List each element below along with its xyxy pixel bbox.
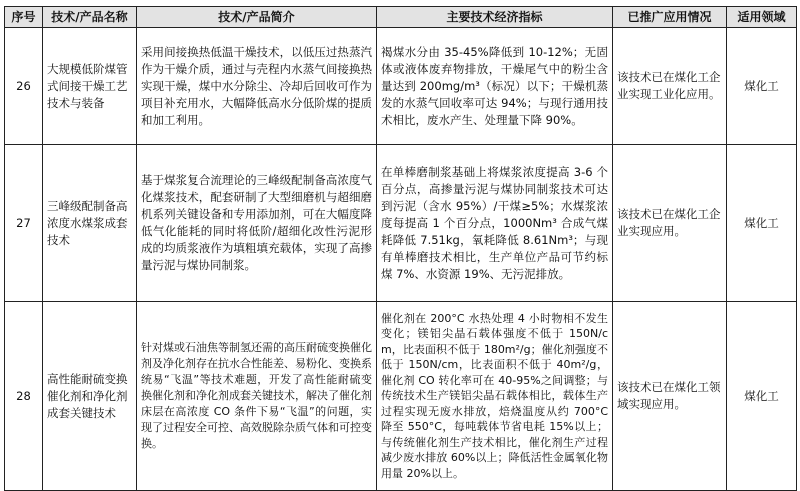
header-application: 已推广应用情况 (613, 7, 727, 28)
table-row (5, 28, 797, 145)
row-num: 26 (5, 28, 43, 145)
row-application: 该技术已在煤化工企业实现工业化应用。 (613, 28, 727, 145)
row-num: 28 (5, 302, 43, 491)
header-num: 序号 (5, 7, 43, 28)
row-application: 该技术已在煤化工领域实现应用。 (613, 302, 727, 491)
table-row (5, 145, 797, 302)
table-header-row (5, 7, 797, 28)
header-intro: 技术/产品简介 (137, 7, 377, 28)
header-metrics: 主要技术经济指标 (377, 7, 613, 28)
row-field: 煤化工 (727, 28, 797, 145)
row-field: 煤化工 (727, 145, 797, 302)
row-intro: 采用间接换热低温干燥技术，以低压过热蒸汽作为干燥介质，通过与壳程内水蒸气间接换热实现干燥，煤中水分除尘、冷却后回收可作为项目补充用水，大幅降低高水分低阶煤的提质和加工利用。 (137, 28, 377, 145)
row-num: 27 (5, 145, 43, 302)
row-application: 该技术已在煤化工企业实现应用。 (613, 145, 727, 302)
header-name: 技术/产品名称 (43, 7, 137, 28)
technology-table (4, 6, 797, 491)
row-intro: 针对煤或石油焦等制氢还需的高压耐硫变换催化剂及净化剂存在抗水合性能差、易粉化、变换系统易“飞温”等技术难题，开发了高性能耐硫变换催化剂和净化剂成套关键技术，解决了催化剂床层在高浓度 CO 条件下易“飞温”的问题，实现了过程安全可控、高效脱除杂质气体和可控变换。 (137, 302, 377, 491)
row-name: 高性能耐硫变换催化剂和净化剂成套关键技术 (43, 302, 137, 491)
row-name: 大规模低阶煤管式间接干燥工艺技术与装备 (43, 28, 137, 145)
row-metrics: 在单棒磨制浆基础上将煤浆浓度提高 3-6 个百分点，高掺量污泥与煤协同制浆技术可达到污泥（含水 95%）/干煤≥5%；水煤浆浓度每提高 1 个百分点，1000Nm³ 合成气煤耗降低 7.51kg，氧耗降低 8.61Nm³；与现有单棒磨技术相比，生产单位产品可节约标煤 7%、水资源 19%、无污泥排放。 (377, 145, 613, 302)
row-field: 煤化工 (727, 302, 797, 491)
row-metrics: 催化剂在 200°C 水热处理 4 小时物相不发生变化；镁铝尖晶石载体强度不低于 150N/cm，比表面积不低于 180m²/g；催化剂强度不低于 150N/cm，比表面积不低于 40m²/g，催化剂 CO 转化率可在 40-95%之间调整；与传统技术生产镁铝尖晶石载体相比，载体生产过程实现无废水排放，焙烧温度从约 700°C 降至 550°C，每吨载体节省电耗 15%以上；与传统催化剂生产技术相比，催化剂生产过程减少废水排放 60%以上；降低活性金属氧化物用量 20%以上。 (377, 302, 613, 491)
row-metrics: 褐煤水分由 35-45%降低到 10-12%；无固体或液体废弃物排放，干燥尾气中的粉尘含量达到 200mg/m³（标况）以下；干燥机蒸发的水蒸气回收率可达 94%；与现行通用技术相比，废水产生、处理量下降 90%。 (377, 28, 613, 145)
row-intro: 基于煤浆复合流理论的三峰级配制备高浓度气化煤浆技术，配套研制了大型细磨机与超细磨机系列关键设备和专用添加剂，可在大幅度降低气化能耗的同时将低阶/超细化改性污泥形成的均质浆液作为填粗填充载体，实现了高掺量污泥与煤协同制浆。 (137, 145, 377, 302)
row-name: 三峰级配制备高浓度水煤浆成套技术 (43, 145, 137, 302)
header-field: 适用领域 (727, 7, 797, 28)
table-row (5, 302, 797, 491)
